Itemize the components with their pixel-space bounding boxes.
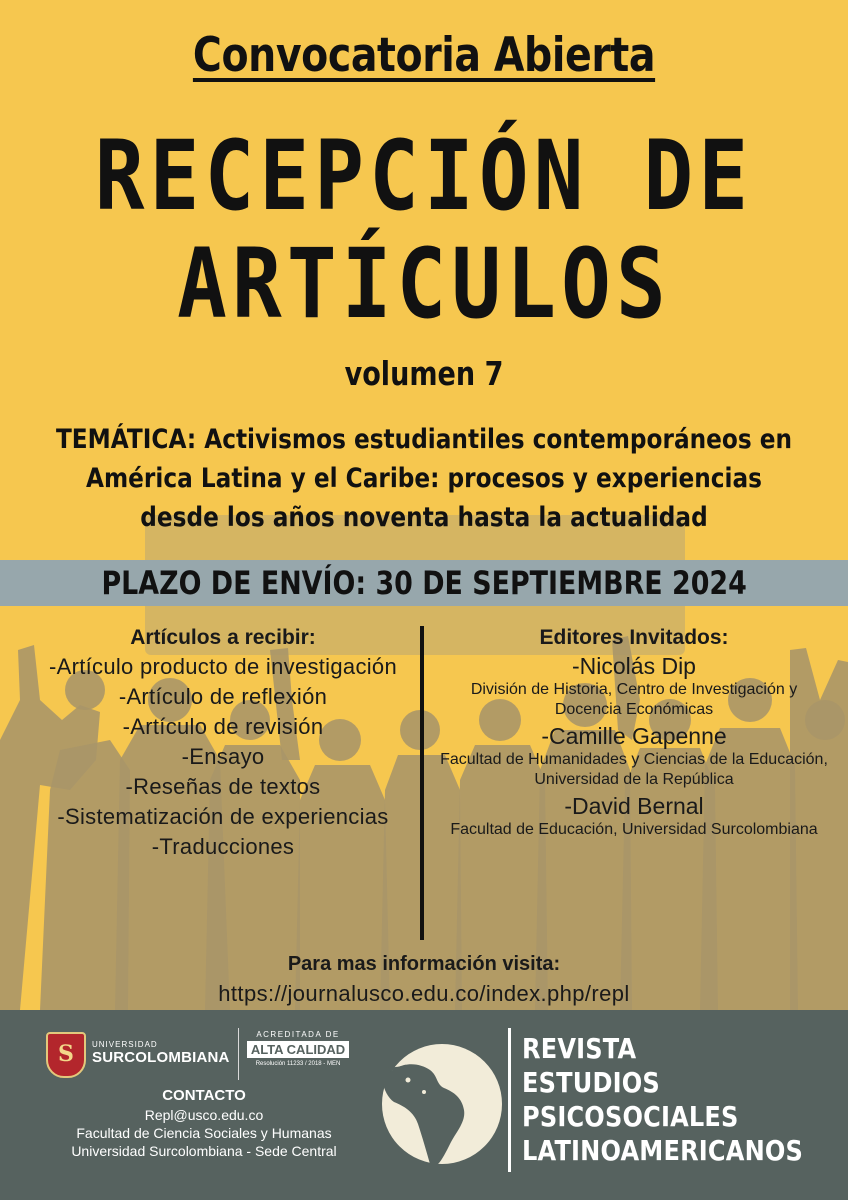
- editor-entry: [440, 792, 828, 840]
- articles-heading: Artículos a recibir:: [130, 626, 316, 649]
- accreditation-resolution: Resolución 11233 / 2018 - MEN: [255, 1061, 341, 1067]
- university-name: SURCOLOMBIANA: [92, 1049, 230, 1066]
- contact-campus: Universidad Surcolombiana - Sede Central: [71, 1143, 337, 1159]
- university-wordmark: [92, 1040, 230, 1066]
- journal-line-4: LATINOAMERICANOS: [522, 1134, 804, 1167]
- list-item: -Sistematización de experiencias: [57, 804, 389, 829]
- headline-line-1: RECEPCIÓN DE: [94, 120, 754, 232]
- footer: [0, 1010, 848, 1200]
- list-item: -Artículo de revisión: [122, 714, 324, 739]
- more-info: [0, 950, 848, 1010]
- list-item: -Artículo producto de investigación: [48, 654, 398, 679]
- journal-line-2: ESTUDIOS: [522, 1066, 660, 1099]
- accreditation-big: ALTA CALIDAD: [247, 1041, 349, 1058]
- contact-faculty: Facultad de Ciencia Sociales y Humanas: [76, 1125, 332, 1141]
- guest-editors: [440, 626, 828, 840]
- contact-title: CONTACTO: [162, 1087, 246, 1104]
- university-logo: [46, 1032, 256, 1082]
- journal-url-link[interactable]: https://journalusco.edu.co/index.php/repl: [218, 981, 630, 1006]
- journal-name: [522, 1032, 842, 1168]
- more-info-label: Para mas información visita:: [287, 953, 561, 975]
- journal-line-1: REVISTA: [522, 1032, 637, 1065]
- articles-list: [48, 626, 398, 862]
- list-item: -Artículo de reflexión: [118, 684, 328, 709]
- editor-affiliation: División de Historia, Centro de Investigación y Docencia Económicas: [470, 681, 798, 718]
- logo-separator: [238, 1028, 239, 1080]
- list-item: -Ensayo: [181, 744, 265, 769]
- deadline-text: PLAZO DE ENVÍO: 30 DE SEPTIEMBRE 2024: [101, 564, 747, 602]
- theme-text: [40, 420, 808, 537]
- list-item: -Traducciones: [151, 834, 295, 859]
- editor-entry: [440, 652, 828, 720]
- accreditation-small: ACREDITADA DE: [256, 1030, 340, 1039]
- list-item: -Reseñas de textos: [125, 774, 321, 799]
- editor-entry: [440, 722, 828, 790]
- editors-heading: Editores Invitados:: [539, 626, 729, 649]
- journal-line-3: PSICOSOCIALES: [522, 1100, 739, 1133]
- journal-separator: [508, 1028, 511, 1172]
- editor-affiliation: Facultad de Educación, Universidad Surcolombiana: [450, 821, 818, 838]
- shield-icon: S: [46, 1032, 86, 1078]
- contact-block: [16, 1086, 392, 1160]
- editor-affiliation: Facultad de Humanidades y Ciencias de la Educación, Universidad de la República: [440, 751, 828, 788]
- contact-email-link[interactable]: Repl@usco.edu.co: [144, 1107, 264, 1123]
- headline-line-2: ARTÍCULOS: [177, 228, 671, 340]
- theme-text-content: TEMÁTICA: Activismos estudiantiles contemporáneos en América Latina y el Caribe: procesos y experiencias desde los años noventa hasta la actualidad: [55, 424, 793, 533]
- deadline-banner: [0, 560, 848, 606]
- editor-name: -Nicolás Dip: [572, 653, 696, 679]
- call-title: Convocatoria Abierta: [192, 28, 656, 83]
- latin-america-globe-icon: [378, 1040, 506, 1168]
- accreditation-badge: [246, 1030, 350, 1067]
- column-divider: [420, 626, 424, 940]
- editor-name: -Camille Gapenne: [541, 723, 727, 749]
- volume-label: volumen 7: [344, 354, 504, 393]
- university-small-label: UNIVERSIDAD: [92, 1040, 158, 1049]
- editor-name: -David Bernal: [564, 793, 704, 819]
